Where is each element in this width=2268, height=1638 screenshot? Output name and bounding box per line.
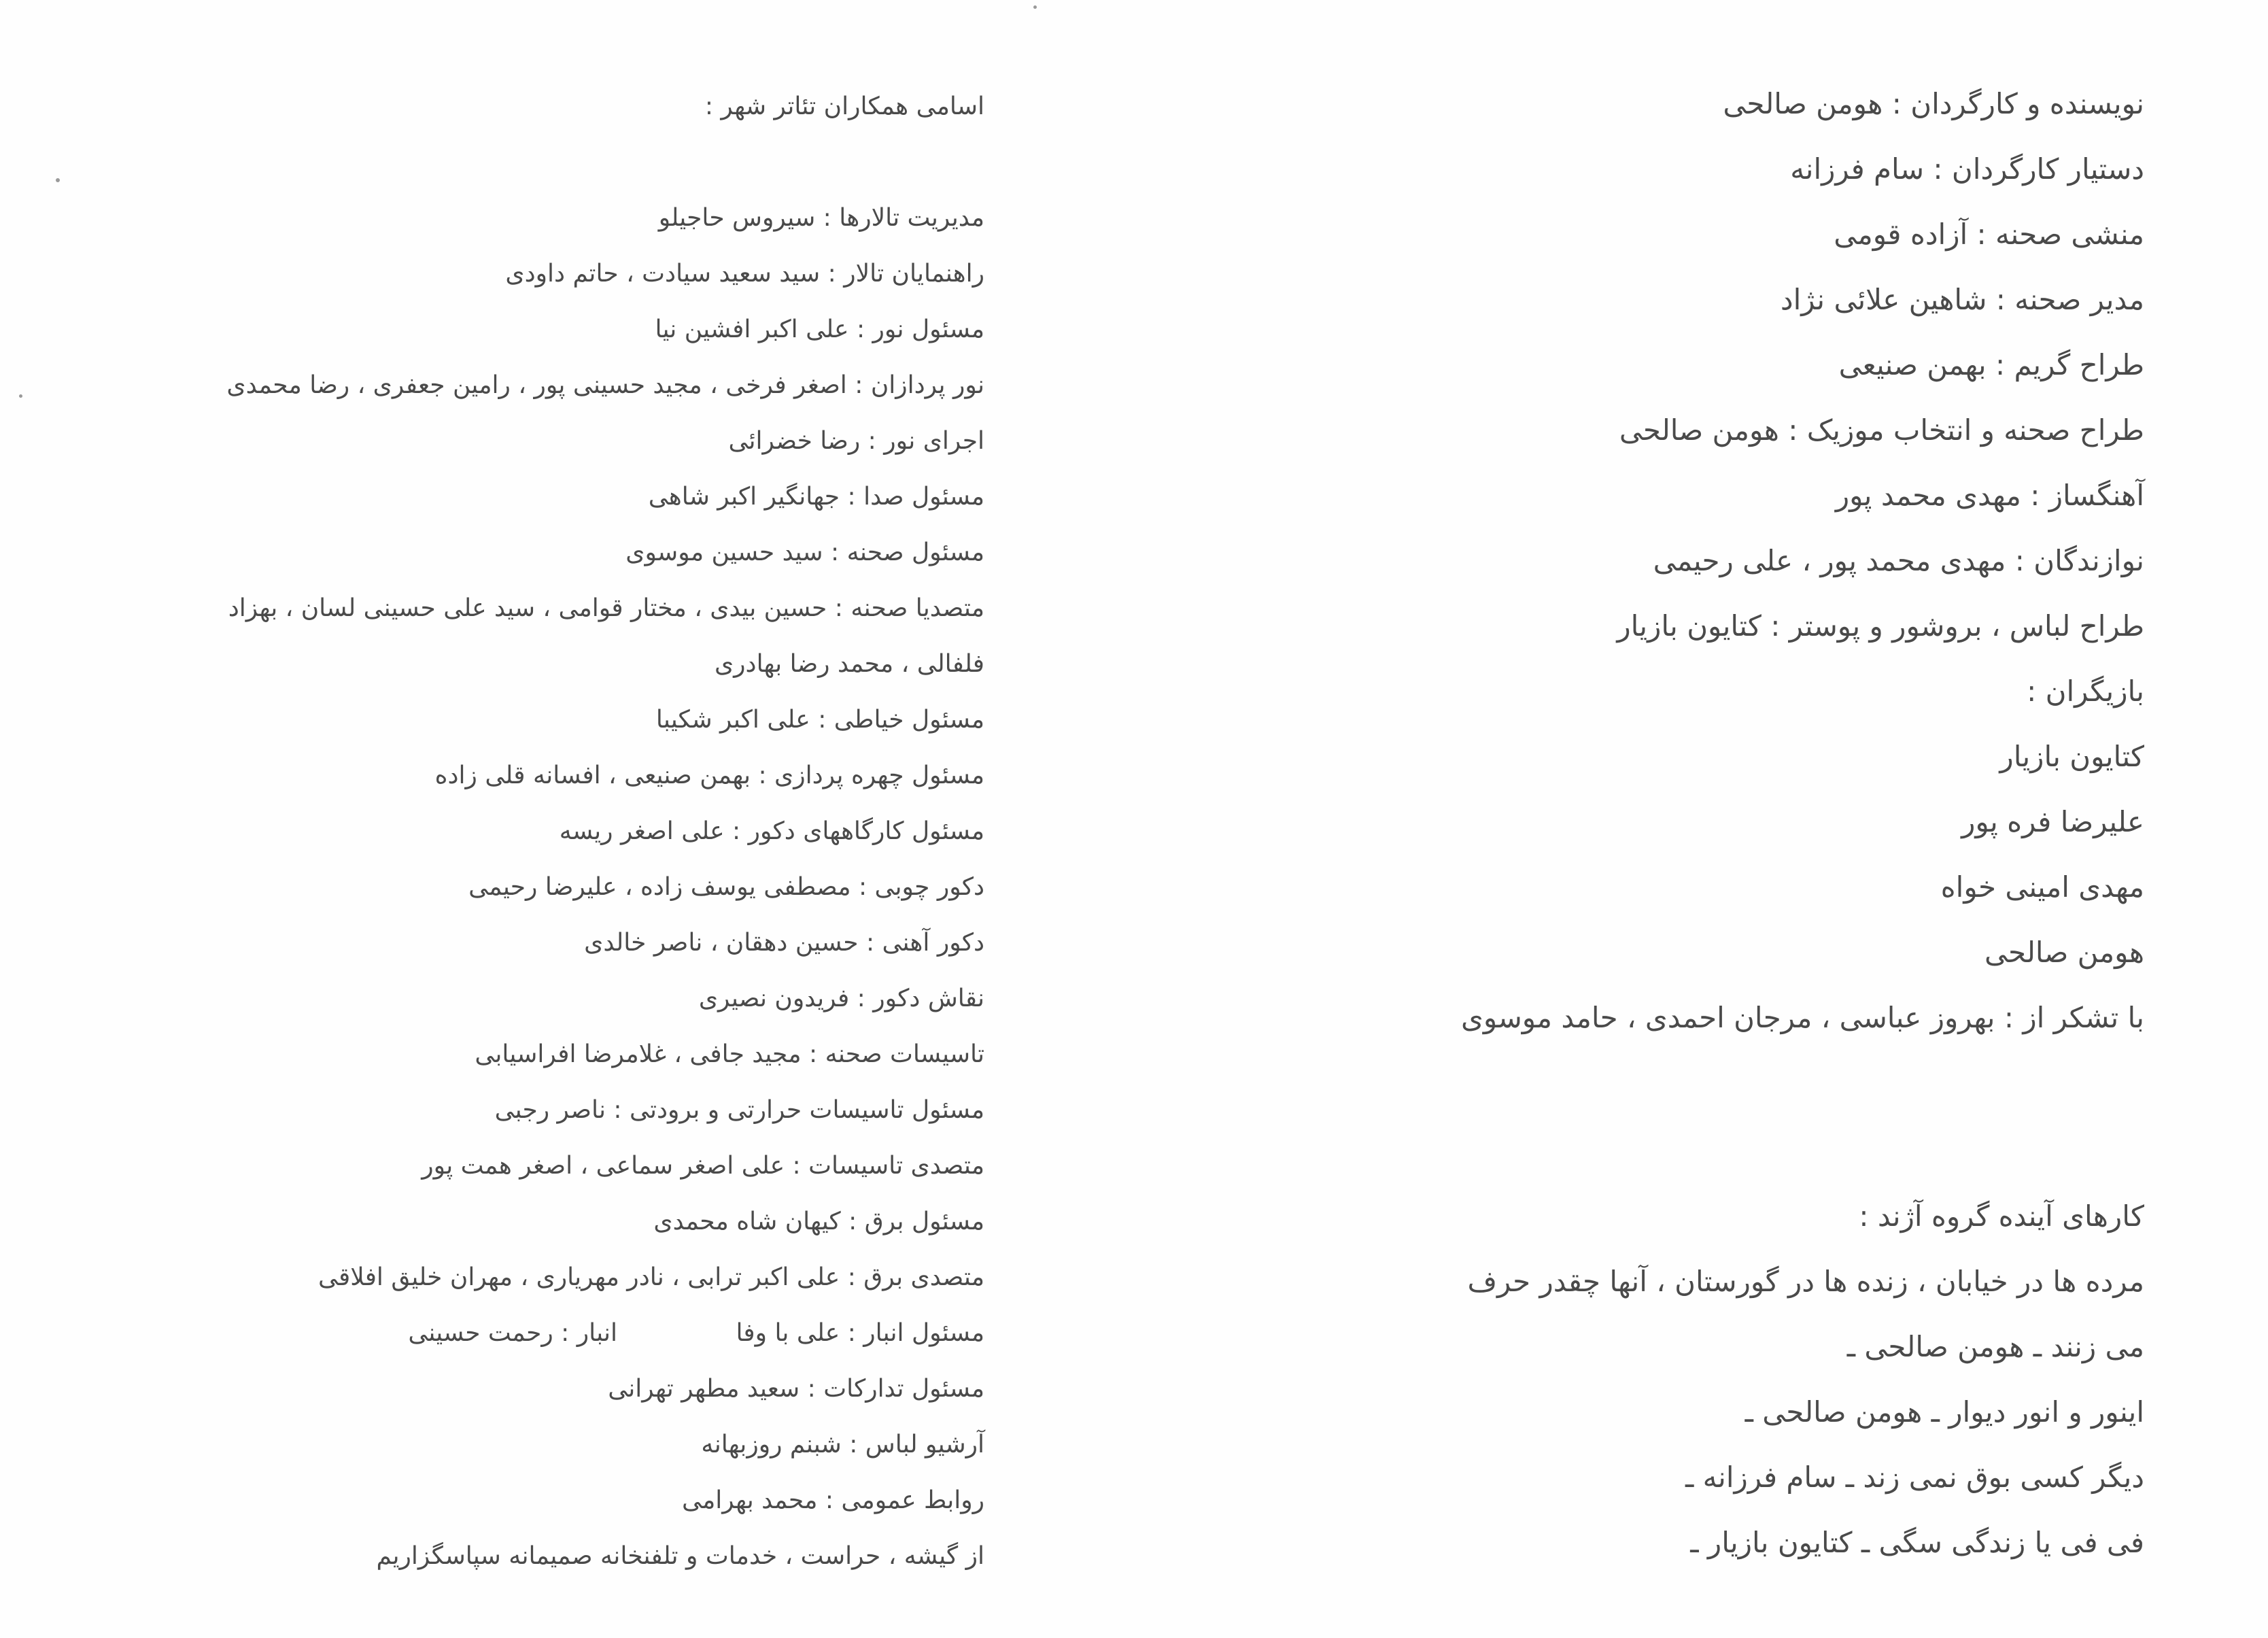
- staff-line: دکور آهنی : حسین دهقان ، ناصر خالدی: [584, 929, 984, 957]
- staff-line: مسئول برق : کیهان شاه محمدی: [653, 1208, 984, 1235]
- future-work-line: می زنند ـ هومن صالحی ـ: [1846, 1330, 2144, 1363]
- staff-line: مسئول تدارکات : سعید مطهر تهرانی: [608, 1375, 984, 1403]
- future-work-line: اینور و انور دیوار ـ هومن صالحی ـ: [1745, 1395, 2144, 1429]
- staff-line: نور پردازان : اصغر فرخی ، مجید حسینی پور ، رامین جعفری ، رضا محمدی: [226, 371, 984, 399]
- staff-line: فلفالی ، محمد رضا بهادری: [714, 650, 984, 678]
- credit-set-designer: طراح صحنه و انتخاب موزیک : هومن صالحی: [1619, 413, 2144, 447]
- credit-costume-designer: طراح لباس ، بروشور و پوستر : کتایون بازیار: [1617, 609, 2144, 643]
- scan-speck: [1033, 5, 1037, 9]
- credit-musicians: نوازندگان : مهدی محمد پور ، علی رحیمی: [1653, 544, 2144, 577]
- staff-line: مسئول تاسیسات حرارتی و برودتی : ناصر رجبی: [494, 1096, 984, 1124]
- staff-line: اجرای نور : رضا خضرائی: [728, 427, 984, 455]
- staff-line: نقاش دکور : فریدون نصیری: [698, 985, 984, 1012]
- staff-line: مسئول خیاطی : علی اکبر شکیبا: [655, 706, 984, 734]
- cast-heading: بازیگران :: [2027, 675, 2144, 708]
- staff-line: متصدی برق : علی اکبر ترابی ، نادر مهریاری ، مهران خلیق افلاقی: [318, 1263, 984, 1291]
- staff-line: متصدی تاسیسات : علی اصغر سماعی ، اصغر همت پور: [422, 1152, 984, 1180]
- future-work-line: دیگر کسی بوق نمی زند ـ سام فرزانه ـ: [1685, 1461, 2144, 1494]
- credit-writer-director: نویسنده و کارگردان : هومن صالحی: [1723, 87, 2144, 120]
- future-work-line: مرده ها در خیابان ، زنده ها در گورستان ، آنها چقدر حرف: [1467, 1265, 2144, 1298]
- staff-line: متصدیا صحنه : حسین بیدی ، مختار قوامی ، سید علی حسینی لسان ، بهزاد: [228, 594, 984, 622]
- staff-line: راهنمایان تالار : سید سعید سیادت ، حاتم داودی: [505, 260, 984, 288]
- cast-member: کتایون بازیار: [1999, 740, 2144, 773]
- credit-assistant-director: دستیار کارگردان : سام فرزانه: [1790, 152, 2144, 186]
- staff-line: مسئول صدا : جهانگیر اکبر شاهی: [648, 483, 984, 511]
- staff-line: تاسیسات صحنه : مجید جافی ، غلامرضا افراسیابی: [475, 1040, 984, 1068]
- credit-stage-manager: مدیر صحنه : شاهین علائی نژاد: [1780, 283, 2144, 316]
- credit-composer: آهنگساز : مهدی محمد پور: [1835, 479, 2144, 512]
- staff-line: از گیشه ، حراست ، خدمات و تلفنخانه صمیمانه سپاسگزاریم: [376, 1542, 984, 1570]
- staff-line: آرشیو لباس : شبنم روزبهانه: [701, 1431, 984, 1458]
- staff-line: دکور چوبی : مصطفی یوسف زاده ، علیرضا رحیمی: [468, 873, 984, 901]
- cast-member: هومن صالحی: [1984, 936, 2144, 969]
- staff-line: مسئول کارگاههای دکور : علی اصغر ریسه: [559, 817, 984, 845]
- future-works-heading: کارهای آینده گروه آژند :: [1859, 1199, 2144, 1233]
- staff-title: اسامی همکاران تئاتر شهر :: [704, 92, 984, 120]
- staff-line: مسئول نور : علی اکبر افشین نیا: [655, 315, 984, 343]
- staff-line: مسئول صحنه : سید حسین موسوی: [625, 539, 984, 566]
- staff-warehouse-extra: انبار : رحمت حسینی: [408, 1319, 617, 1347]
- cast-member: علیرضا فره پور: [1961, 805, 2144, 838]
- credit-thanks: با تشکر از : بهروز عباسی ، مرجان احمدی ، حامد موسوی: [1461, 1001, 2144, 1034]
- staff-line: مسئول چهره پردازی : بهمن صنیعی ، افسانه قلی زاده: [434, 762, 984, 789]
- credit-script-supervisor: منشی صحنه : آزاده قومی: [1834, 218, 2144, 251]
- future-work-line: فی فی یا زندگی سگی ـ کتایون بازیار ـ: [1690, 1526, 2144, 1559]
- staff-line: روابط عمومی : محمد بهرامی: [681, 1486, 984, 1514]
- staff-line: مسئول انبار : علی با وفا: [736, 1319, 984, 1347]
- scan-speck: [56, 178, 60, 182]
- scan-speck: [19, 394, 22, 398]
- right-page: [1134, 0, 2268, 1638]
- staff-line: مدیریت تالارها : سیروس حاجیلو: [658, 204, 984, 232]
- credit-makeup-designer: طراح گریم : بهمن صنیعی: [1838, 348, 2144, 381]
- cast-member: مهدی امینی خواه: [1940, 870, 2144, 904]
